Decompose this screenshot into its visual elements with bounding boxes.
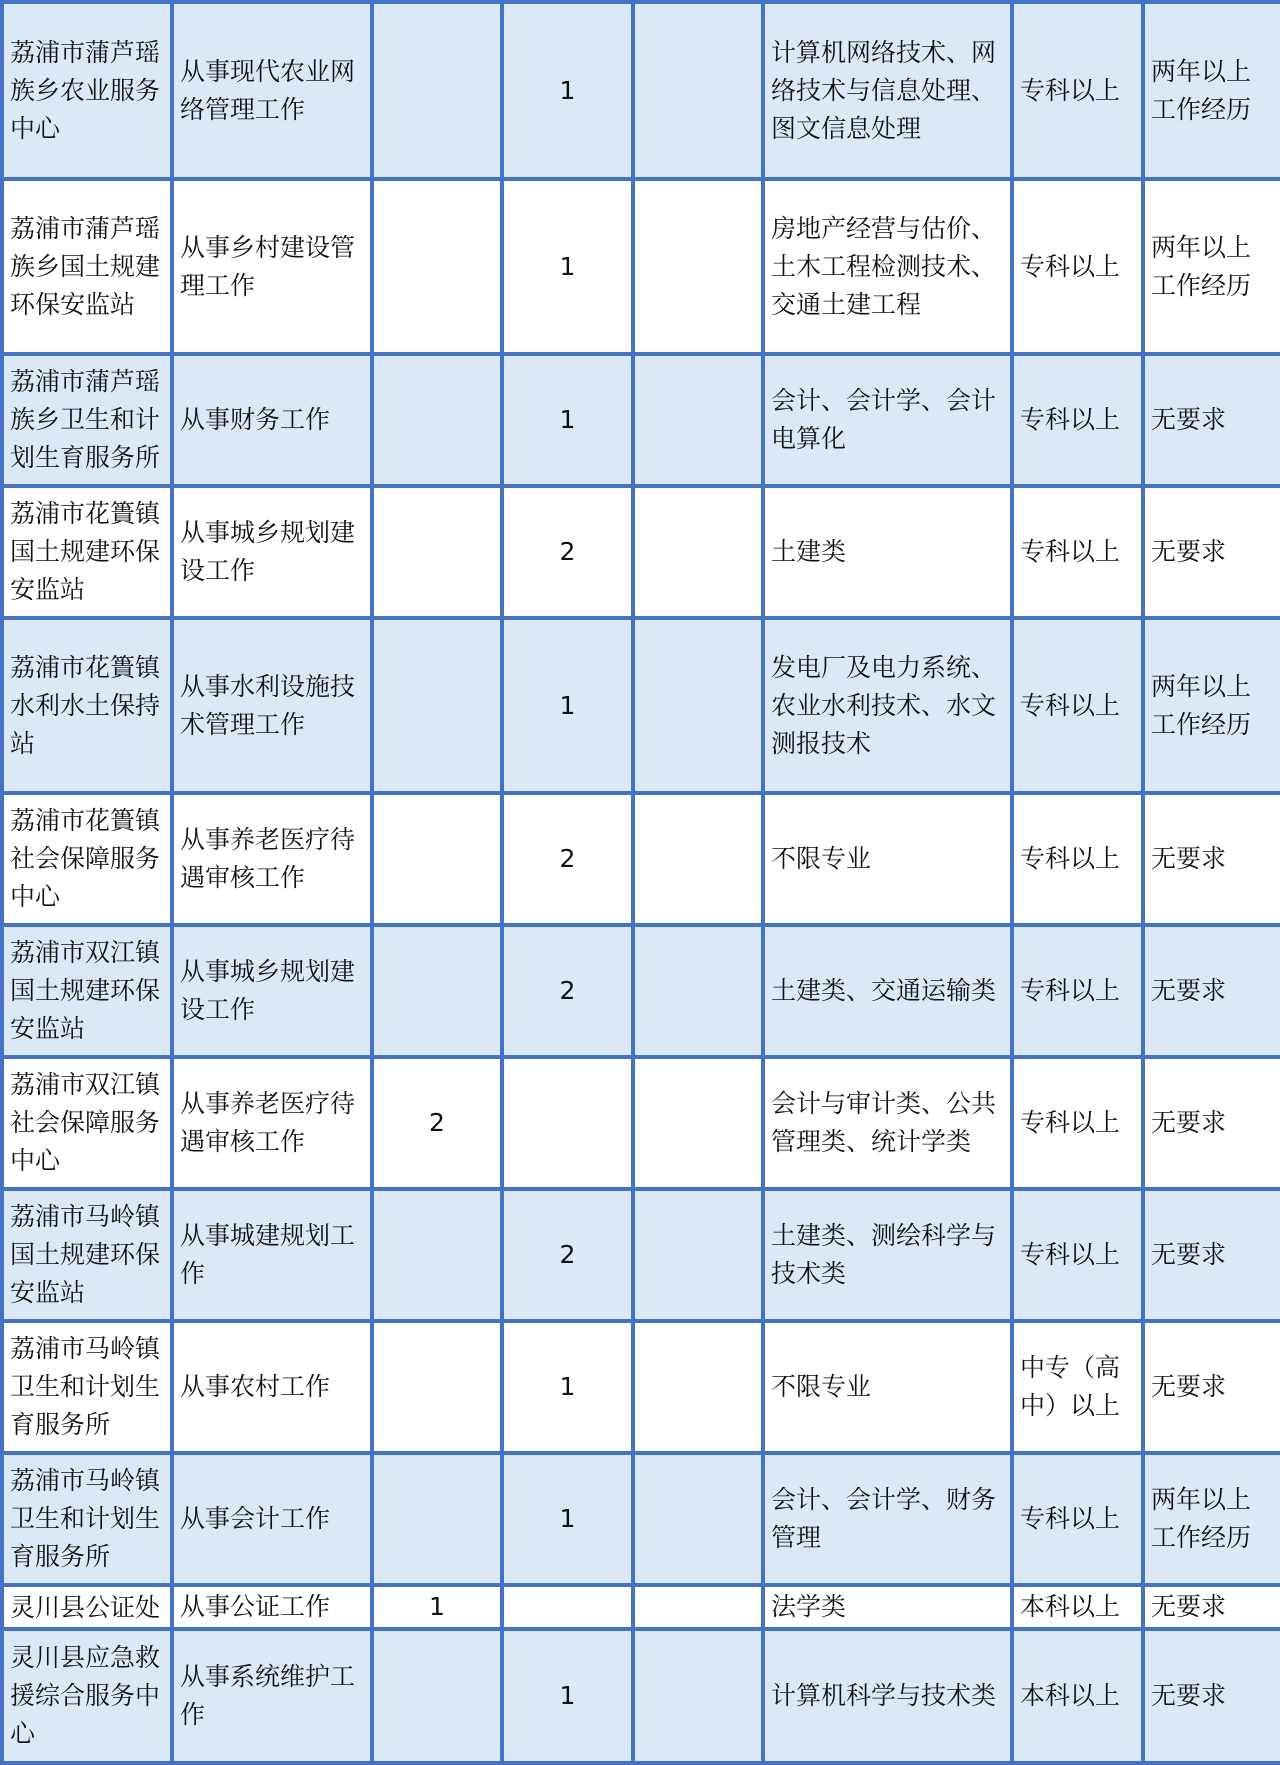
unit-cell: 灵川县应急救援综合服务中心 xyxy=(2,1629,172,1763)
major-cell: 会计与审计类、公共管理类、统计学类 xyxy=(763,1057,1012,1189)
duty-cell: 从事城建规划工作 xyxy=(172,1189,372,1321)
count-cell-b: 1 xyxy=(502,1321,633,1453)
duty-cell: 从事养老医疗待遇审核工作 xyxy=(172,1057,372,1189)
duty-cell: 从事现代农业网络管理工作 xyxy=(172,2,372,179)
count-cell-a xyxy=(372,1321,502,1453)
unit-cell xyxy=(2,1321,172,1453)
major-cell: 会计、会计学、财务管理 xyxy=(763,1453,1012,1585)
unit-text: 荔浦市马岭镇卫生和计划生育服务所 xyxy=(10,1334,161,1439)
major-cell: 土建类、交通运输类 xyxy=(763,925,1012,1057)
count-cell-a xyxy=(372,1453,502,1585)
table-row xyxy=(2,1189,1280,1321)
unit-text: 荔浦市马岭镇卫生和计划生育服务所 xyxy=(10,1466,161,1571)
education-cell: 专科以上 xyxy=(1012,618,1143,793)
major-cell: 不限专业 xyxy=(763,793,1012,925)
count-cell-a xyxy=(372,354,502,486)
count-cell-c xyxy=(633,1453,763,1585)
major-cell: 房地产经营与估价、土木工程检测技术、交通土建工程 xyxy=(763,179,1012,354)
education-cell: 专科以上 xyxy=(1012,179,1143,354)
table-row xyxy=(2,354,1280,486)
experience-cell: 无要求 xyxy=(1143,486,1280,618)
count-cell-c xyxy=(633,1629,763,1763)
unit-text: 灵川县公证处 xyxy=(10,1593,161,1622)
education-cell: 专科以上 xyxy=(1012,2,1143,179)
experience-cell: 无要求 xyxy=(1143,354,1280,486)
duty-cell: 从事公证工作 xyxy=(172,1585,372,1629)
count-cell-b: 1 xyxy=(502,354,633,486)
unit-text: 荔浦市蒲芦瑶族乡卫生和计划生育服务所 xyxy=(10,367,161,472)
count-cell-a xyxy=(372,486,502,618)
experience-cell: 无要求 xyxy=(1143,793,1280,925)
major-cell: 土建类、测绘科学与技术类 xyxy=(763,1189,1012,1321)
experience-cell: 两年以上工作经历 xyxy=(1143,618,1280,793)
unit-cell xyxy=(2,1585,172,1629)
count-cell-c xyxy=(633,1585,763,1629)
table-row xyxy=(2,618,1280,793)
major-cell: 发电厂及电力系统、农业水利技术、水文测报技术 xyxy=(763,618,1012,793)
table-row xyxy=(2,1057,1280,1189)
count-cell-b: 1 xyxy=(502,2,633,179)
count-cell-b: 1 xyxy=(502,1453,633,1585)
table-row xyxy=(2,1585,1280,1629)
count-cell-a: 1 xyxy=(372,1585,502,1629)
count-cell-c xyxy=(633,793,763,925)
education-cell: 专科以上 xyxy=(1012,1189,1143,1321)
experience-cell: 无要求 xyxy=(1143,1629,1280,1763)
experience-cell: 无要求 xyxy=(1143,1189,1280,1321)
major-cell: 计算机网络技术、网络技术与信息处理、图文信息处理 xyxy=(763,2,1012,179)
duty-cell: 从事水利设施技术管理工作 xyxy=(172,618,372,793)
count-cell-b: 2 xyxy=(502,486,633,618)
table-row xyxy=(2,925,1280,1057)
count-cell-b xyxy=(502,1585,633,1629)
count-cell-a xyxy=(372,793,502,925)
education-cell: 专科以上 xyxy=(1012,486,1143,618)
duty-cell: 从事系统维护工作 xyxy=(172,1629,372,1763)
education-cell: 专科以上 xyxy=(1012,1453,1143,1585)
experience-cell: 无要求 xyxy=(1143,1585,1280,1629)
education-cell: 本科以上 xyxy=(1012,1629,1143,1763)
count-cell-a xyxy=(372,1189,502,1321)
count-cell-c xyxy=(633,1189,763,1321)
duty-cell: 从事城乡规划建设工作 xyxy=(172,486,372,618)
major-cell: 计算机科学与技术类 xyxy=(763,1629,1012,1763)
unit-cell: 荔浦市蒲芦瑶族乡农业服务中心 xyxy=(2,2,172,179)
major-cell: 不限专业 xyxy=(763,1321,1012,1453)
unit-cell: 荔浦市花簣镇水利水土保持站 xyxy=(2,618,172,793)
count-cell-a xyxy=(372,925,502,1057)
duty-cell: 从事养老医疗待遇审核工作 xyxy=(172,793,372,925)
duty-cell: 从事农村工作 xyxy=(172,1321,372,1453)
education-cell: 专科以上 xyxy=(1012,354,1143,486)
duty-cell: 从事城乡规划建设工作 xyxy=(172,925,372,1057)
table-row xyxy=(2,179,1280,354)
count-cell-c xyxy=(633,179,763,354)
count-cell-a xyxy=(372,2,502,179)
table-row xyxy=(2,2,1280,179)
count-cell-b: 2 xyxy=(502,925,633,1057)
experience-cell: 无要求 xyxy=(1143,1057,1280,1189)
education-cell: 本科以上 xyxy=(1012,1585,1143,1629)
table-row xyxy=(2,1629,1280,1763)
duty-cell: 从事会计工作 xyxy=(172,1453,372,1585)
count-cell-c xyxy=(633,354,763,486)
major-cell: 法学类 xyxy=(763,1585,1012,1629)
unit-cell: 荔浦市花簣镇国土规建环保安监站 xyxy=(2,486,172,618)
count-cell-a xyxy=(372,1629,502,1763)
duty-cell: 从事财务工作 xyxy=(172,354,372,486)
table-row xyxy=(2,1453,1280,1585)
count-cell-c xyxy=(633,618,763,793)
unit-cell: 荔浦市蒲芦瑶族乡国土规建环保安监站 xyxy=(2,179,172,354)
unit-cell xyxy=(2,354,172,486)
count-cell-a: 2 xyxy=(372,1057,502,1189)
education-cell: 专科以上 xyxy=(1012,1057,1143,1189)
count-cell-b: 2 xyxy=(502,1189,633,1321)
count-cell-c xyxy=(633,1321,763,1453)
unit-cell: 荔浦市双江镇国土规建环保安监站 xyxy=(2,925,172,1057)
count-cell-c xyxy=(633,925,763,1057)
table-body xyxy=(2,2,1280,1763)
count-cell-b: 1 xyxy=(502,1629,633,1763)
count-cell-a xyxy=(372,618,502,793)
count-cell-c xyxy=(633,2,763,179)
count-cell-b: 2 xyxy=(502,793,633,925)
experience-cell: 两年以上工作经历 xyxy=(1143,2,1280,179)
count-cell-b: 1 xyxy=(502,179,633,354)
count-cell-b: 1 xyxy=(502,618,633,793)
experience-cell: 无要求 xyxy=(1143,1321,1280,1453)
education-cell: 专科以上 xyxy=(1012,793,1143,925)
education-cell: 中专（高中）以上 xyxy=(1012,1321,1143,1453)
table-row xyxy=(2,486,1280,618)
experience-cell: 无要求 xyxy=(1143,925,1280,1057)
count-cell-c xyxy=(633,486,763,618)
table-row xyxy=(2,1321,1280,1453)
experience-cell: 两年以上工作经历 xyxy=(1143,1453,1280,1585)
experience-cell: 两年以上工作经历 xyxy=(1143,179,1280,354)
count-cell-b xyxy=(502,1057,633,1189)
unit-cell: 荔浦市马岭镇国土规建环保安监站 xyxy=(2,1189,172,1321)
education-cell: 专科以上 xyxy=(1012,925,1143,1057)
unit-cell: 荔浦市花簣镇社会保障服务中心 xyxy=(2,793,172,925)
major-cell: 土建类 xyxy=(763,486,1012,618)
table-row xyxy=(2,793,1280,925)
count-cell-a xyxy=(372,179,502,354)
unit-cell: 荔浦市双江镇社会保障服务中心 xyxy=(2,1057,172,1189)
unit-cell xyxy=(2,1453,172,1585)
count-cell-c xyxy=(633,1057,763,1189)
major-cell: 会计、会计学、会计电算化 xyxy=(763,354,1012,486)
duty-cell: 从事乡村建设管理工作 xyxy=(172,179,372,354)
